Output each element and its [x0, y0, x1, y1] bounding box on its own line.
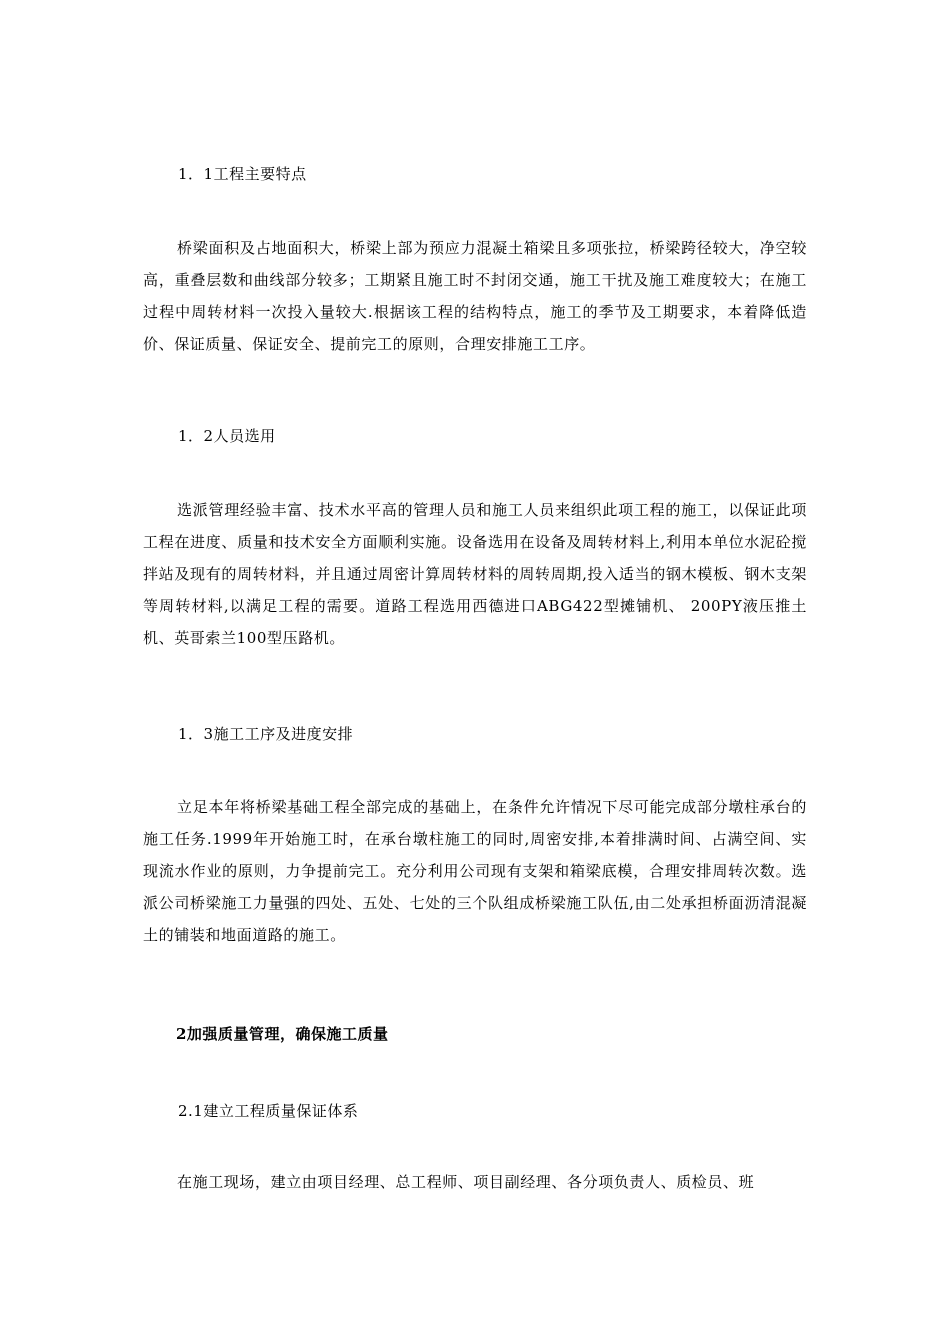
section-heading-2-1: 2.1建立工程质量保证体系: [178, 1102, 359, 1120]
section-heading-1-2: 1．2人员选用: [178, 427, 276, 445]
section-paragraph-2-1: 在施工现场，建立由项目经理、总工程师、项目副经理、各分项负责人、质检员、班: [177, 1173, 755, 1191]
chapter-heading-2: 2加强质量管理，确保施工质量: [176, 1025, 389, 1043]
section-paragraph-1-3: 立足本年将桥梁基础工程全部完成的基础上，在条件允许情况下尽可能完成部分墩柱承台的施工任务.1999年开始施工时，在承台墩柱施工的同时,周密安排,本着排满时间、占满空间、实现流水作业的原则，力争提前完工。充分利用公司现有支架和箱梁底模，合理安排周转次数。选派公司桥梁施工力量强的四处、五处、七处的三个队组成桥梁施工队伍,由二处承担桥面沥清混凝土的铺装和地面道路的施工。: [143, 798, 807, 944]
section-heading-1-3: 1．3施工工序及进度安排: [178, 725, 354, 743]
section-heading-1-1: 1．1工程主要特点: [178, 165, 307, 183]
section-paragraph-1-2: 选派管理经验丰富、技术水平高的管理人员和施工人员来组织此项工程的施工，以保证此项工程在进度、质量和技术安全方面顺利实施。设备选用在设备及周转材料上,利用本单位水泥砼搅拌站及现有的周转材料，并且通过周密计算周转材料的周转周期,投入适当的钢木模板、钢木支架等周转材料,以满足工程的需要。道路工程选用西德进口ABG422型摊铺机、 200PY液压推土机、英哥索兰100型压路机。: [143, 501, 807, 647]
section-paragraph-1-1: 桥梁面积及占地面积大，桥梁上部为预应力混凝土箱梁且多项张拉，桥梁跨径较大，净空较高，重叠层数和曲线部分较多；工期紧且施工时不封闭交通，施工干扰及施工难度较大；在施工过程中周转材料一次投入量较大.根据该工程的结构特点，施工的季节及工期要求，本着降低造价、保证质量、保证安全、提前完工的原则，合理安排施工工序。: [143, 239, 807, 353]
